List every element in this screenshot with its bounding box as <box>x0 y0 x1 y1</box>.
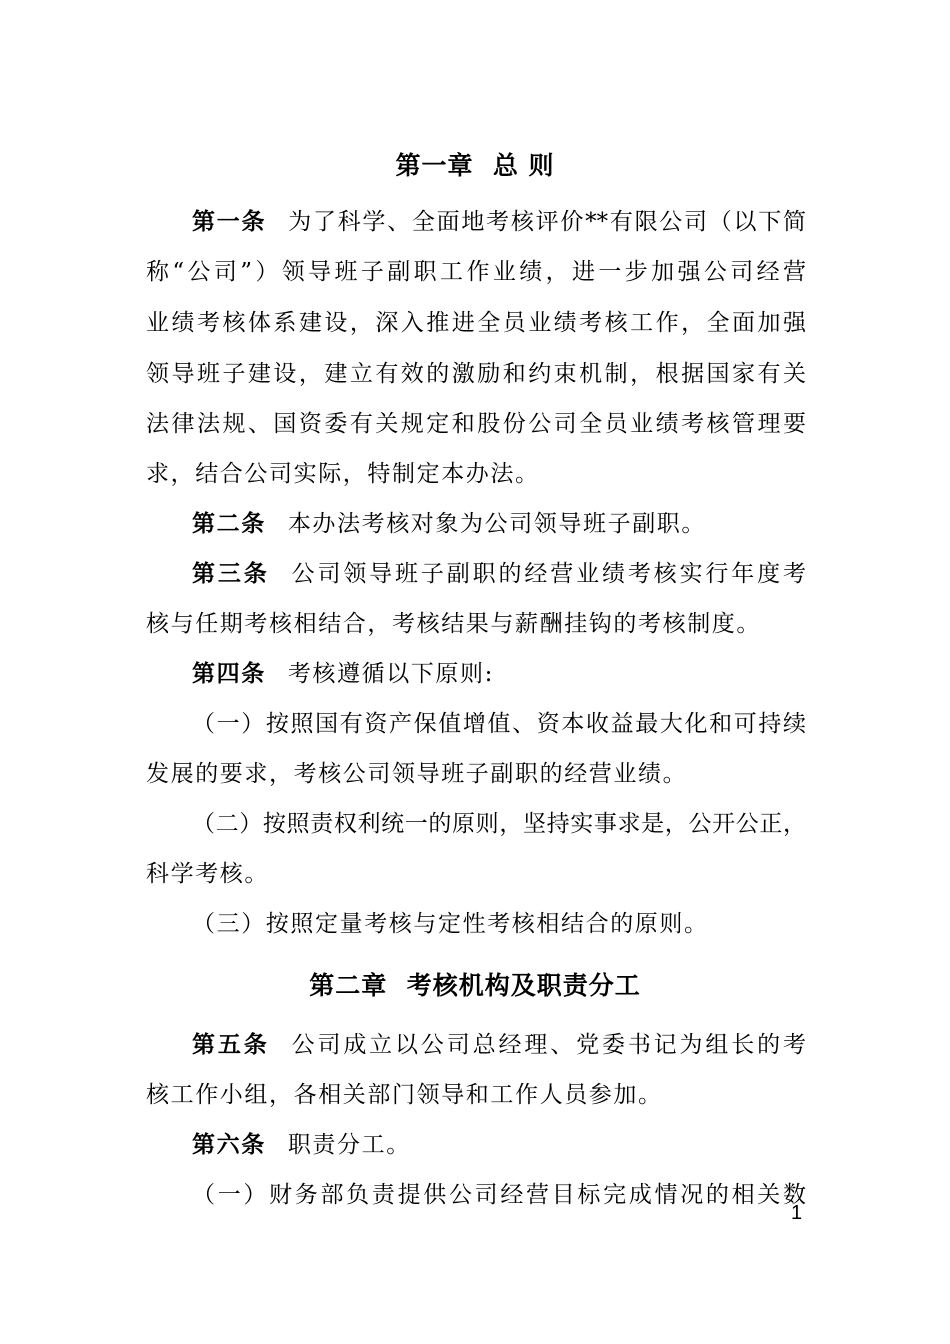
article-6-item-1: （一）财务部负责提供公司经营目标完成情况的相关数 <box>192 1182 806 1208</box>
article-4-item-2-line-1: （二）按照责权利统一的原则，坚持实事求是，公开公正， <box>192 811 806 837</box>
article-4-label: 第四条 <box>192 661 266 687</box>
chapter-1-heading: 第一章 总 则 <box>395 151 555 180</box>
article-4-item-3: （三）按照定量考核与定性考核相结合的原则。 <box>192 911 709 937</box>
article-1-line-5: 法律法规、国资委有关规定和股份公司全员业绩考核管理要 <box>146 411 806 437</box>
article-1-line-1: 第一条 为了科学、全面地考核评价**有限公司（以下简 <box>192 209 807 235</box>
article-3-line-1: 第三条 公司领导班子副职的经营业绩考核实行年度考 <box>192 561 807 587</box>
article-1-line-6: 求，结合公司实际，特制定本办法。 <box>146 461 540 487</box>
article-1-label: 第一条 <box>192 209 267 235</box>
chapter-2-heading: 第二章 考核机构及职责分工 <box>309 971 641 1000</box>
article-1-line-3: 业绩考核体系建设，深入推进全员业绩考核工作，全面加强 <box>146 310 806 336</box>
article-4: 第四条 考核遵循以下原则: <box>192 661 494 687</box>
article-6: 第六条 职责分工。 <box>192 1132 411 1158</box>
article-3-line-2: 核与任期考核相结合，考核结果与薪酬挂钩的考核制度。 <box>146 611 761 637</box>
article-5-line-2: 核工作小组，各相关部门领导和工作人员参加。 <box>146 1082 663 1108</box>
article-2-label: 第二条 <box>192 511 266 537</box>
article-3-label: 第三条 <box>192 561 270 587</box>
article-6-label: 第六条 <box>192 1132 266 1158</box>
page-number: 1 <box>791 1202 803 1224</box>
article-2: 第二条 本办法考核对象为公司领导班子副职。 <box>192 511 707 537</box>
article-1-line-4: 领导班子建设，建立有效的激励和约束机制，根据国家有关 <box>146 361 806 387</box>
article-5-line-1: 第五条 公司成立以公司总经理、党委书记为组长的考 <box>192 1032 807 1058</box>
article-4-item-1-line-2: 发展的要求，考核公司领导班子副职的经营业绩。 <box>146 761 688 787</box>
article-5-label: 第五条 <box>192 1032 270 1058</box>
article-1-line-2: 称“公司”）领导班子副职工作业绩，进一步加强公司经营 <box>146 259 806 285</box>
article-4-item-2-line-2: 科学考核。 <box>146 861 269 887</box>
article-4-item-1-line-1: （一）按照国有资产保值增值、资本收益最大化和可持续 <box>192 711 806 737</box>
